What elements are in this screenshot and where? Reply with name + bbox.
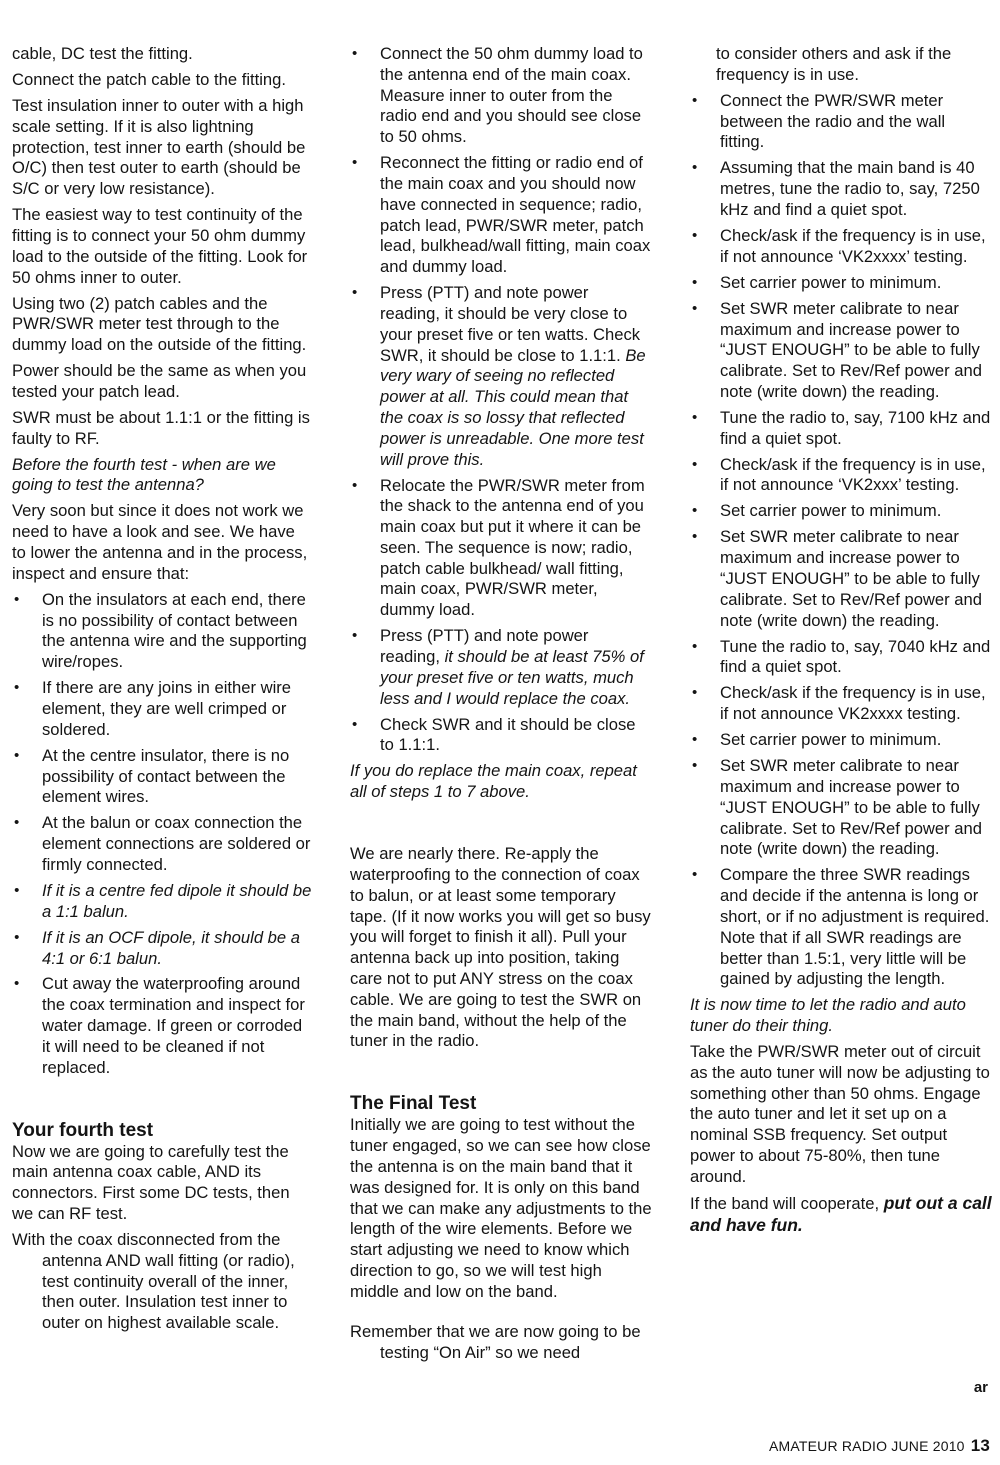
list-item: • Compare the three SWR readings and decide if the antenna is long or short, or if no adjustment is required. Note that if all SWR readings are better than 1.5:1, very little will be gained by adjusting the length. [690, 865, 992, 990]
paragraph: With the coax disconnected from the antenna AND wall fitting (or radio), test continuity overall of the inner, then outer. Insulation test inner to outer on highest available scale. [12, 1230, 295, 1333]
spacer [350, 1057, 652, 1093]
closing-emphasis: put out a call and have fun. [690, 1192, 992, 1235]
paragraph: Test insulation inner to outer with a high scale setting. If it is also lightning protection, test inner to earth (should be O/C) then test outer to earth (should be S/C or very low resistance). [12, 95, 306, 199]
list-item: • Relocate the PWR/SWR meter from the shack to the antenna end of you main coax but put it where it can be seen. The sequence is now; radio, patch cable bulkhead/ wall fitting, main coax, PWR/SWR meter, dummy load. [350, 476, 652, 622]
list-item: • Set SWR meter calibrate to near maximum and increase power to “JUST ENOUGH” to be able to fully calibrate. Set to Rev/Ref power and note (write down) the reading. [690, 756, 992, 860]
closing-text: If the band will cooperate, [690, 1193, 880, 1213]
paragraph: Remember that we are now going to be testing “On Air” so we need [350, 1321, 641, 1362]
list-item-italic-text: much less and I would replace the coax. [380, 667, 634, 708]
list-item: • If it is an OCF dipole, it should be a 4:1 or 6:1 balun. [12, 928, 312, 970]
column-right [690, 44, 992, 1242]
column-middle [350, 44, 652, 1369]
list-item: • Connect the PWR/SWR meter between the radio and the wall fitting. [690, 91, 992, 153]
paragraph: The easiest way to test continuity of the fitting is to connect your 50 ohm dummy load to the outside of the fitting. Look for 50 ohms inner to outer. [12, 205, 308, 287]
list-item: • Check/ask if the frequency is in use, if not announce ‘VK2xxxx’ testing. [690, 226, 992, 268]
list-item-text: Press (PTT) and note power reading, [380, 626, 589, 667]
paragraph: Using two (2) patch cables and the PWR/SWR meter test through to the dummy load on the outside of the fitting. [12, 293, 307, 355]
paragraph: Initially we are going to test without the tuner engaged, so we can see how close the antenna is on the main band that it was designed for. It is only on this band that we can make any adjustments to the length of the wire elements. Before we start adjusting we need to know which direction to go, so we will test high middle and low on the band. [350, 1115, 652, 1301]
page-number: 13 [970, 1436, 990, 1455]
section-heading-fourth-test: Your fourth test [12, 1119, 154, 1141]
list-item: • Check/ask if the frequency is in use, if not announce VK2xxxx testing. [690, 683, 992, 725]
list-item [350, 626, 652, 709]
page-footer [769, 1436, 990, 1456]
list-item: • Assuming that the main band is 40 metres, tune the radio to, say, 7250 kHz and find a quiet spot. [690, 158, 992, 220]
spacer [12, 1084, 312, 1120]
section-heading-final-test: The Final Test [350, 1093, 477, 1115]
list-item: • Set carrier power to minimum. [690, 273, 992, 294]
paragraph: SWR must be about 1.1:1 or the fitting is faulty to RF. [12, 407, 310, 448]
list-item: • Set carrier power to minimum. [690, 730, 992, 751]
spacer [350, 1308, 652, 1322]
list-item-italic-text: Be very wary of seeing no reflected power at all. This could mean that the coax is so lossy that reflected power is unreadable. One more test will prove this. [380, 345, 646, 469]
italic-question: Before the fourth test - when are we going to test the antenna? [12, 454, 276, 495]
list-item: • If there are any joins in either wire element, they are well crimped or soldered. [12, 678, 312, 740]
list-item: • Set SWR meter calibrate to near maximum and increase power to “JUST ENOUGH” to be able to fully calibrate. Set to Rev/Ref power and note (write down) the reading. [690, 527, 992, 631]
list-item: • Check/ask if the frequency is in use, if not announce ‘VK2xxx’ testing. [690, 455, 992, 497]
paragraph: Now we are going to carefully test the main antenna coax cable, AND its connectors. First some DC tests, then we can RF test. [12, 1141, 290, 1224]
paragraph: We are nearly there. Re-apply the waterproofing to the connection of coax to balun, or at least some temporary tape. (If it now works you will get so busy you will forget to finish it all). Pull your antenna back up into position, taking care not to put ANY stress on the coax cable. We are going to test the SWR on the main band, without the help of the tuner in the radio. [350, 844, 651, 1051]
paragraph: Take the PWR/SWR meter out of circuit as the auto tuner will now be adjusting to something other than 50 ohms. Engage the auto tuner and let it set up on a nominal SSB frequency. Set output power to about 75-80%, then tune around. [690, 1042, 990, 1186]
paragraph-continued: to consider others and ask if the frequency is in use. [716, 44, 952, 84]
list-item: • If it is a centre fed dipole it should be a 1:1 balun. [12, 881, 312, 923]
list-item: • Set carrier power to minimum. [690, 501, 992, 522]
paragraph: Power should be the same as when you tested your patch lead. [12, 361, 307, 401]
paragraph: Connect the patch cable to the fitting. [12, 69, 286, 89]
list-item: • Cut away the waterproofing around the coax termination and inspect for water damage. If green or corroded it will need to be cleaned if not replaced. [12, 974, 312, 1078]
list-item: • Set SWR meter calibrate to near maximum and increase power to “JUST ENOUGH” to be able to fully calibrate. Set to Rev/Ref power and note (write down) the reading. [690, 299, 992, 403]
italic-note: If you do replace the main coax, repeat all of steps 1 to 7 above. [350, 761, 637, 802]
footer-publication: AMATEUR RADIO JUNE 2010 [768, 1438, 965, 1454]
column-left [12, 44, 312, 1339]
list-item-italic-text: it should be at least 75% of your preset five or ten watts, [380, 647, 644, 687]
list-item: • Tune the radio to, say, 7100 kHz and find a quiet spot. [690, 408, 992, 450]
list-item: • Reconnect the fitting or radio end of the main coax and you should now have connected in sequence; radio, patch lead, PWR/SWR meter, patch lead, bulkhead/wall fitting, main coax and dummy load. [350, 153, 652, 278]
list-item: • Tune the radio to, say, 7040 kHz and find a quiet spot. [690, 637, 992, 679]
paragraph: Very soon but since it does not work we need to have a look and see. We have to lower the antenna and in the process, inspect and ensure that: [12, 501, 308, 583]
list-item: • At the centre insulator, there is no possibility of contact between the element wires. [12, 746, 312, 808]
italic-note: It is now time to let the radio and auto tuner do their thing. [690, 995, 966, 1036]
list-item: • On the insulators at each end, there is no possibility of contact between the antenna wire and the supporting wire/ropes. [12, 590, 312, 673]
closing-paragraph [690, 1193, 992, 1237]
spacer [350, 808, 652, 844]
list-item: • Connect the 50 ohm dummy load to the antenna end of the main coax. Measure inner to outer from the radio end and you should see close to 50 ohms. [350, 44, 652, 148]
list-item: • At the balun or coax connection the element connections are soldered or firmly connected. [12, 813, 312, 875]
end-mark: ar [973, 1379, 988, 1396]
paragraph: cable, DC test the fitting. [12, 44, 193, 63]
list-item [350, 283, 652, 470]
list-item: • Check SWR and it should be close to 1.1:1. [350, 715, 652, 757]
list-item-text: Press (PTT) and note power reading, it should be very close to your preset five or ten watts. Check SWR, it should be close to 1.1:1. [380, 283, 641, 365]
